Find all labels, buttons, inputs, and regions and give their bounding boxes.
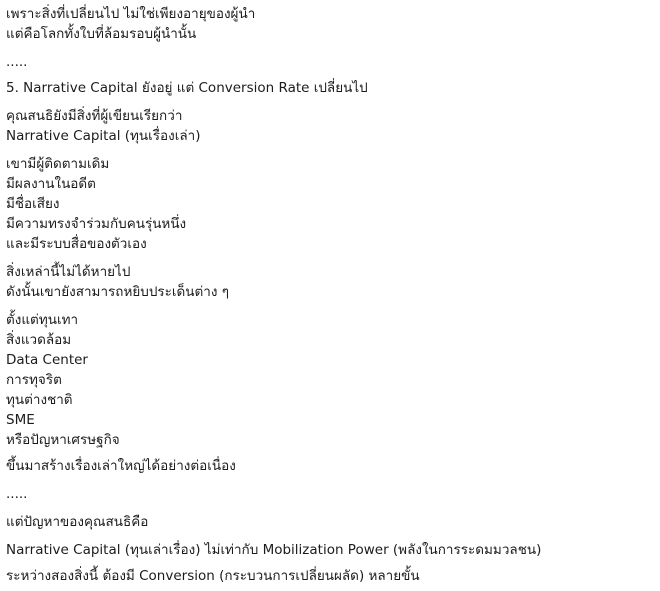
text-line: เขามีผู้ติดตามเดิม (6, 156, 110, 172)
text-line: มีผลงานในอดีต (6, 176, 96, 192)
text-line: ดังนั้นเขายังสามารถหยิบประเด็นต่าง ๆ (6, 284, 230, 300)
separator-dots: ..... (6, 486, 28, 502)
text-line: และมีระบบสื่อของตัวเอง (6, 236, 147, 252)
list-item: การทุจริต (6, 372, 62, 388)
text-line: Narrative Capital (ทุนเล่าเรื่อง) ไม่เท่ากับ Mobilization Power (พลังในการระดมมวลชน) (6, 542, 542, 558)
list-item: หรือปัญหาเศรษฐกิจ (6, 432, 120, 448)
separator-dots: ..... (6, 54, 28, 70)
text-line: คุณสนธิยังมีสิ่งที่ผู้เขียนเรียกว่า (6, 108, 183, 124)
list-item: SME (6, 412, 35, 428)
text-line: สิ่งเหล่านี้ไม่ได้หายไป (6, 264, 131, 280)
list-item: สิ่งแวดล้อม (6, 332, 72, 348)
text-line: แต่คือโลกทั้งใบที่ล้อมรอบผู้นำนั้น (6, 26, 197, 42)
text-line: ระหว่างสองสิ่งนี้ ต้องมี Conversion (กระบวนการเปลี่ยนผลัด) หลายขั้น (6, 568, 420, 584)
text-line: มีชื่อเสียง (6, 196, 60, 212)
list-item: ทุนต่างชาติ (6, 392, 73, 408)
list-item: ตั้งแต่ทุนเทา (6, 312, 79, 328)
list-item: Data Center (6, 352, 88, 368)
section-heading: 5. Narrative Capital ยังอยู่ แต่ Conversion Rate เปลี่ยนไป (6, 80, 368, 96)
text-line: เพราะสิ่งที่เปลี่ยนไป ไม่ใช่เพียงอายุของผู้นำ (6, 6, 256, 22)
text-line: แต่ปัญหาของคุณสนธิคือ (6, 514, 149, 530)
text-line: ขึ้นมาสร้างเรื่องเล่าใหญ่ได้อย่างต่อเนื่อง (6, 458, 236, 474)
text-line: มีความทรงจำร่วมกับคนรุ่นหนึ่ง (6, 216, 187, 232)
text-line: Narrative Capital (ทุนเรื่องเล่า) (6, 128, 201, 144)
